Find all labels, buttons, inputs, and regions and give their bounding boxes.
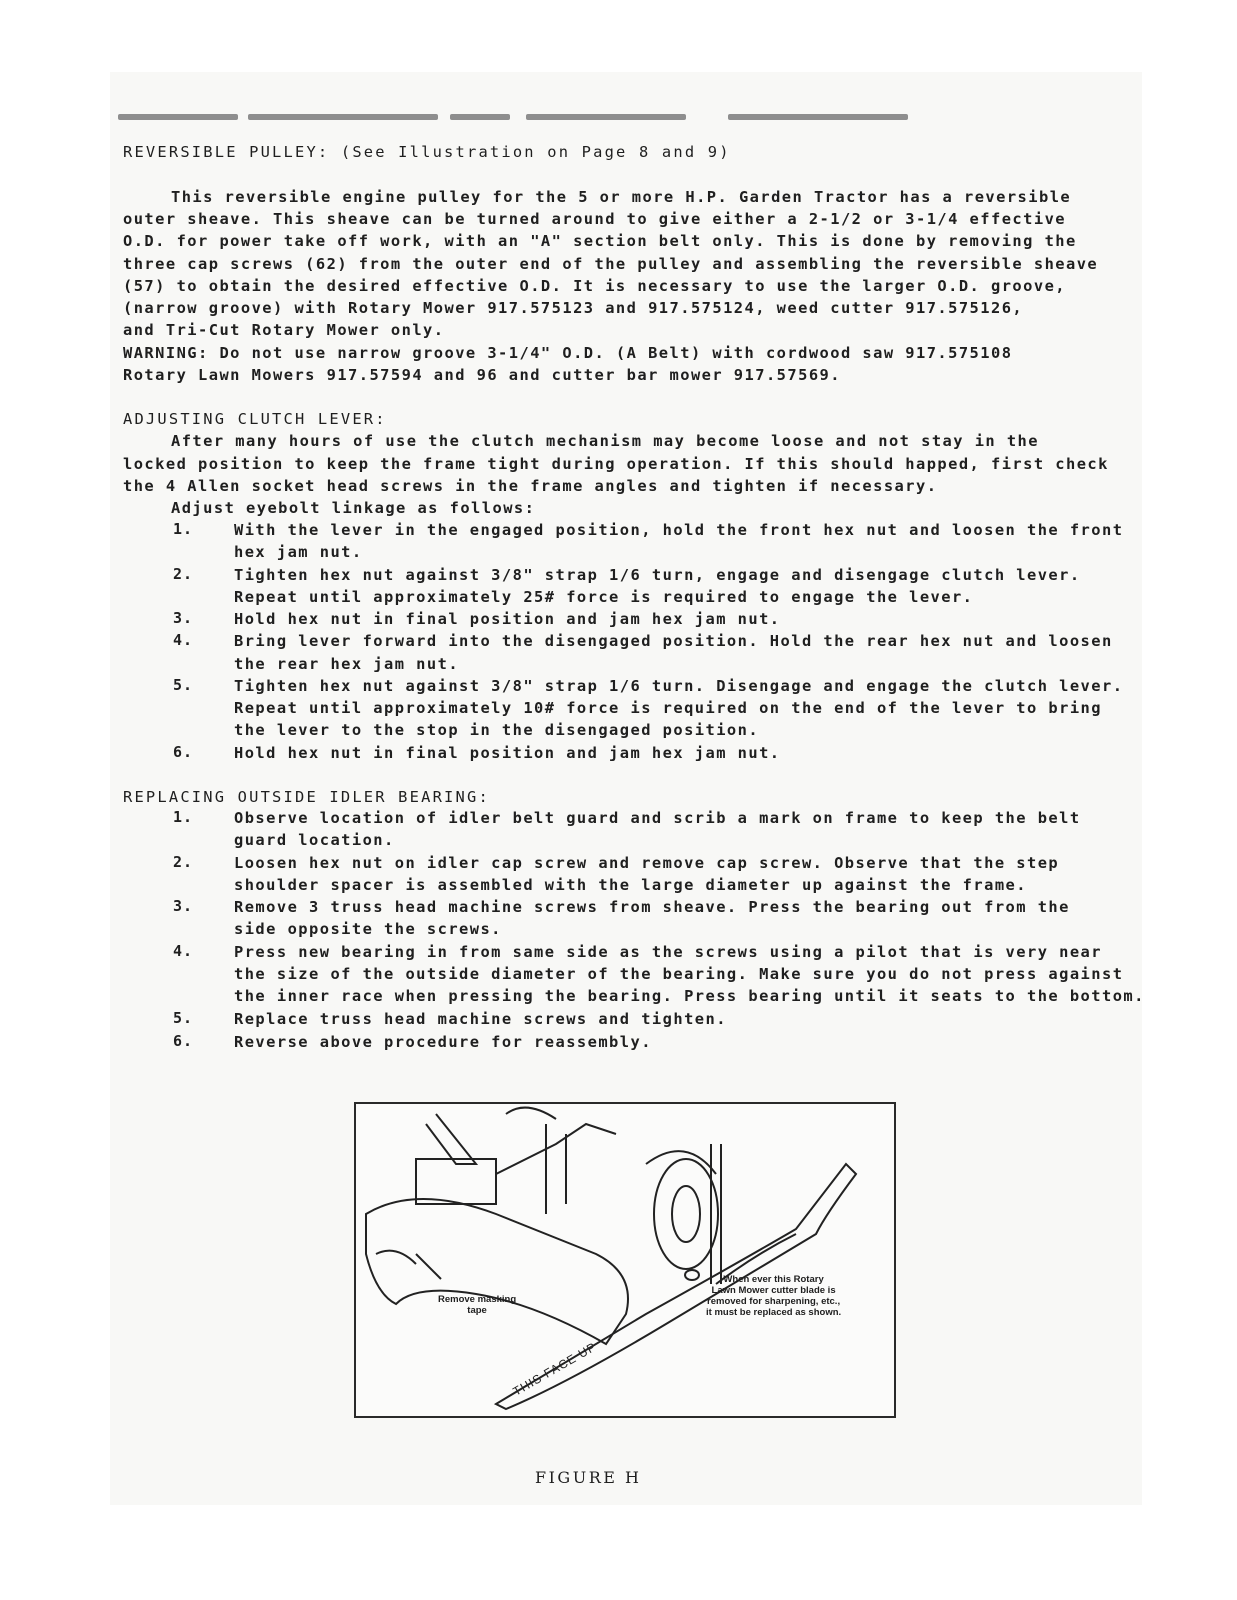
tape-pointer — [416, 1254, 441, 1279]
callout-masking-tape — [438, 1294, 516, 1316]
callout-line: it must be replaced as shown. — [706, 1307, 842, 1318]
callout-line: Remove masking — [438, 1294, 517, 1305]
paragraph-line: locked position to keep the frame tight during operation. If this should happed, first check — [123, 455, 1109, 473]
step-line: Hold hex nut in final position and jam hex jam nut. — [234, 744, 781, 762]
faded-running-header — [118, 108, 908, 124]
paragraph-line: Adjust eyebolt linkage as follows: — [171, 499, 536, 517]
step-line: Replace truss head machine screws and tighten. — [234, 1010, 727, 1028]
callout-line: removed for sharpening, etc., — [707, 1296, 841, 1307]
section-heading-adjusting-clutch-lever: ADJUSTING CLUTCH LEVER: — [123, 410, 387, 428]
step-line: Bring lever forward into the disengaged position. Hold the rear hex nut and loosen — [234, 632, 1113, 650]
section-heading-replacing-idler-bearing: REPLACING OUTSIDE IDLER BEARING: — [123, 788, 490, 806]
tractor-mower-drawing — [356, 1104, 894, 1416]
paragraph-line: After many hours of use the clutch mechanism may become loose and not stay in the — [171, 432, 1039, 450]
paragraph-line: the 4 Allen socket head screws in the frame angles and tighten if necessary. — [123, 477, 938, 495]
mower-deck — [366, 1199, 628, 1344]
paragraph-line: and Tri-Cut Rotary Mower only. — [123, 321, 445, 339]
step-line: the rear hex jam nut. — [234, 655, 460, 673]
step-number: 5. — [173, 676, 194, 694]
step-line: side opposite the screws. — [234, 920, 502, 938]
step-line: Hold hex nut in final position and jam hex jam nut. — [234, 610, 781, 628]
step-line: shoulder spacer is assembled with the large diameter up against the frame. — [234, 876, 1027, 894]
step-number: 2. — [173, 853, 194, 871]
step-line: the size of the outside diameter of the bearing. Make sure you do not press against — [234, 965, 1124, 983]
paragraph-line: three cap screws (62) from the outer end of the pulley and assembling the reversible sheave — [123, 255, 1099, 273]
warning-line: WARNING: Do not use narrow groove 3-1/4" O.D. (A Belt) with cordwood saw 917.575108 — [123, 344, 1013, 362]
frame-arc — [506, 1108, 556, 1119]
paragraph-line: This reversible engine pulley for the 5 or more H.P. Garden Tractor has a reversible — [171, 188, 1072, 206]
step-line: Tighten hex nut against 3/8" strap 1/6 turn, engage and disengage clutch lever. — [234, 566, 1081, 584]
step-line: guard location. — [234, 831, 395, 849]
figure-caption: FIGURE H — [535, 1468, 642, 1487]
tractor-wheel — [654, 1159, 718, 1269]
tractor-frame — [496, 1124, 616, 1174]
step-number: 1. — [173, 808, 194, 826]
step-number: 1. — [173, 520, 194, 538]
blade-hole — [685, 1270, 699, 1280]
paragraph-line: outer sheave. This sheave can be turned around to give either a 2-1/2 or 3-1/4 effective — [123, 210, 1067, 228]
callout-line: Lawn Mower cutter blade is — [711, 1285, 836, 1296]
step-line: Press new bearing in from same side as the screws using a pilot that is very near — [234, 943, 1102, 961]
paragraph-line: (57) to obtain the desired effective O.D. It is necessary to use the larger O.D. groove, — [123, 277, 1067, 295]
step-line: Reverse above procedure for reassembly. — [234, 1033, 652, 1051]
step-number: 6. — [173, 1032, 194, 1050]
step-line: the inner race when pressing the bearing. Press bearing until it seats to the bottom. — [234, 987, 1145, 1005]
step-line: Remove 3 truss head machine screws from sheave. Press the bearing out from the — [234, 898, 1070, 916]
clutch-lever — [426, 1114, 476, 1164]
step-line: Loosen hex nut on idler cap screw and remove cap screw. Observe that the step — [234, 854, 1060, 872]
paragraph-line: (narrow groove) with Rotary Mower 917.575123 and 917.575124, weed cutter 917.575126, — [123, 299, 1024, 317]
step-number: 6. — [173, 743, 194, 761]
deck-edge — [376, 1251, 416, 1264]
engine-block — [416, 1159, 496, 1204]
step-line: hex jam nut. — [234, 543, 363, 561]
step-line: the lever to the stop in the disengaged position. — [234, 721, 760, 739]
warning-line: Rotary Lawn Mowers 917.57594 and 96 and cutter bar mower 917.57569. — [123, 366, 841, 384]
wheel-hub — [672, 1186, 700, 1242]
frame-upright — [546, 1124, 566, 1214]
step-number: 3. — [173, 897, 194, 915]
step-number: 4. — [173, 631, 194, 649]
step-line: Repeat until approximately 25# force is required to engage the lever. — [234, 588, 974, 606]
step-number: 5. — [173, 1009, 194, 1027]
callout-blade-note — [706, 1274, 841, 1318]
callout-line: tape — [467, 1305, 487, 1316]
step-number: 2. — [173, 565, 194, 583]
paragraph-line: O.D. for power take off work, with an "A" section belt only. This is done by removing the — [123, 232, 1077, 250]
step-number: 3. — [173, 609, 194, 627]
step-number: 4. — [173, 942, 194, 960]
axle-upright — [711, 1144, 721, 1284]
figure-illustration — [354, 1102, 896, 1418]
section-heading-reversible-pulley: REVERSIBLE PULLEY: (See Illustration on Page 8 and 9) — [123, 143, 731, 161]
step-line: Tighten hex nut against 3/8" strap 1/6 turn. Disengage and engage the clutch lever. — [234, 677, 1124, 695]
step-line: Observe location of idler belt guard and scrib a mark on frame to keep the belt — [234, 809, 1081, 827]
callout-line: When ever this Rotary — [723, 1274, 824, 1285]
step-line: Repeat until approximately 10# force is required on the end of the lever to bring — [234, 699, 1102, 717]
step-line: With the lever in the engaged position, hold the front hex nut and loosen the front — [234, 521, 1124, 539]
blade-face-label: THIS FACE UP — [510, 1339, 599, 1399]
